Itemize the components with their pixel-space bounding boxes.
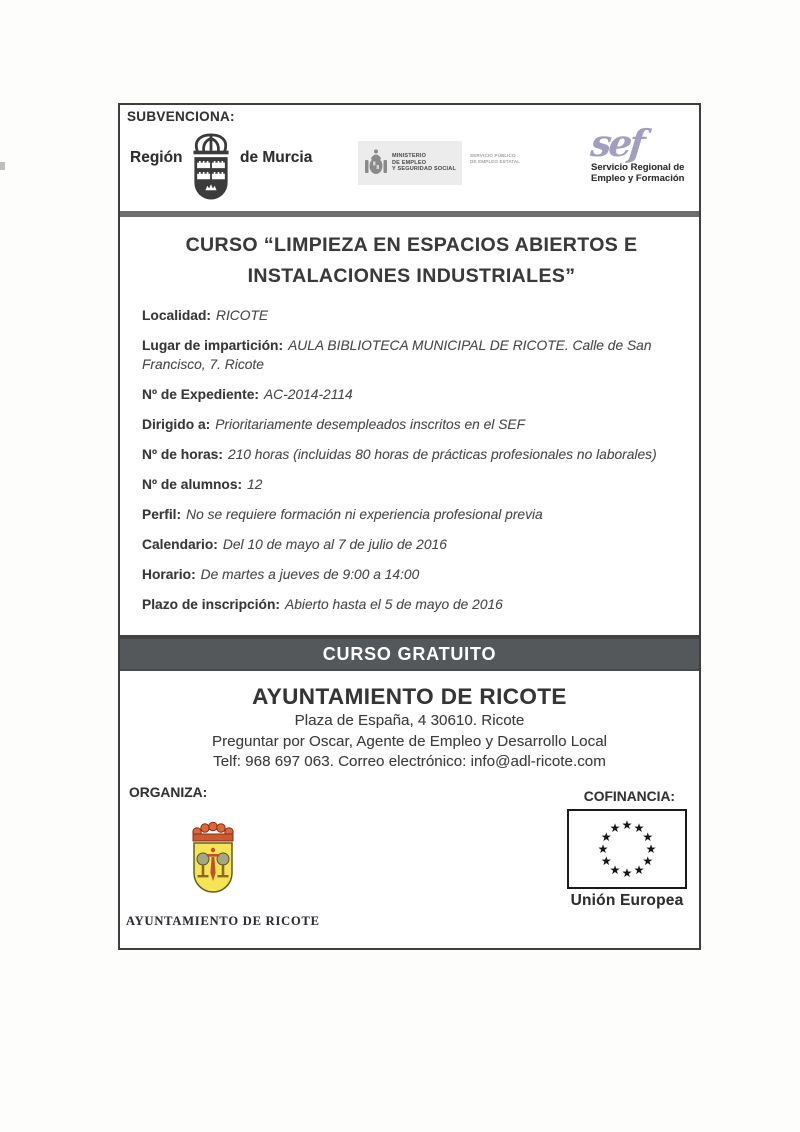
- course-title-line1: CURSO “LIMPIEZA EN ESPACIOS ABIERTOS E: [185, 234, 638, 256]
- ministerio-empleo-logo: [358, 141, 520, 185]
- field-label: Localidad:: [142, 308, 211, 323]
- field-label: Perfil:: [142, 507, 182, 522]
- svg-text:★: ★: [633, 821, 645, 836]
- field-value: AULA BIBLIOTECA MUNICIPAL DE RICOTE. Calle de San Francisco, 7. Ricote: [142, 338, 652, 372]
- ministerio-name-line3: Y SEGURIDAD SOCIAL: [392, 166, 457, 173]
- svg-text:★: ★: [597, 842, 609, 856]
- course-field-row: [142, 535, 681, 554]
- ministerio-name-line1: MINISTERIO: [392, 153, 427, 160]
- course-fields: [142, 306, 681, 614]
- sef-logo: [588, 121, 691, 184]
- field-label: Plazo de inscripción:: [142, 597, 280, 612]
- field-label: Nº de horas:: [142, 447, 223, 462]
- svg-text:★: ★: [621, 866, 633, 880]
- town-hall-name: AYUNTAMIENTO DE RICOTE: [252, 684, 567, 709]
- contact-person: Preguntar por Oscar, Agente de Empleo y Desarrollo Local: [211, 732, 608, 750]
- field-value: Del 10 de mayo al 7 de julio de 2016: [222, 537, 447, 552]
- contact-address: Plaza de España, 4 30610. Ricote: [294, 712, 525, 729]
- field-value: 210 horas (incluidas 80 horas de prácticas profesionales no laborales): [227, 447, 657, 462]
- free-course-banner-text: CURSO GRATUITO: [322, 643, 497, 664]
- funding-logos-section: [120, 105, 699, 211]
- svg-text:★: ★: [609, 821, 621, 836]
- svg-text:★: ★: [645, 842, 657, 856]
- murcia-logo-text-right: de Murcia: [240, 149, 313, 166]
- cofinancia-label: COFINANCIA:: [583, 789, 675, 804]
- course-title-line2: INSTALACIONES INDUSTRIALES”: [247, 265, 576, 287]
- field-value: 12: [247, 477, 263, 492]
- crest-caption: AYUNTAMIENTO DE RICOTE: [126, 914, 320, 928]
- course-field-row: [142, 385, 681, 404]
- course-field-row: [142, 306, 681, 325]
- field-value: No se requiere formación ni experiencia profesional previa: [186, 507, 543, 522]
- course-field-row: [142, 595, 681, 614]
- sepe-caption: [470, 153, 520, 164]
- course-field-row: [142, 445, 681, 464]
- sef-logo-mark: sef: [588, 121, 645, 165]
- eu-cofinance-block: [567, 809, 687, 910]
- contact-block: [120, 671, 699, 772]
- field-value: De martes a jueves de 9:00 a 14:00: [200, 567, 420, 582]
- field-label: Dirigido a:: [142, 417, 211, 432]
- ministerio-name-line2: DE EMPLEO: [392, 159, 427, 166]
- sepe-caption-line1: SERVICIO PÚBLICO: [470, 153, 516, 158]
- svg-text:★: ★: [600, 854, 612, 868]
- sepe-caption-line2: DE EMPLEO ESTATAL: [470, 158, 520, 164]
- region-de-murcia-logo: [130, 129, 320, 211]
- field-label: Nº de Expediente:: [142, 387, 259, 402]
- document-page: [118, 103, 701, 950]
- course-field-row: [142, 415, 681, 434]
- course-field-row: [142, 505, 681, 524]
- ministerio-logo-plate: [358, 141, 462, 185]
- eu-caption: Unión Europea: [570, 892, 684, 909]
- svg-text:★: ★: [642, 854, 654, 868]
- field-value: Prioritariamente desempleados inscritos en el SEF: [215, 417, 526, 432]
- field-value: Abierto hasta el 5 de mayo de 2016: [285, 597, 503, 612]
- sef-caption-line1: Servicio Regional de: [591, 162, 685, 173]
- sef-logo-caption: [591, 162, 691, 184]
- eu-flag-icon: [567, 809, 687, 889]
- field-label: Nº de alumnos:: [142, 477, 243, 492]
- scan-artifact-mark: [0, 162, 5, 170]
- course-field-row: [142, 336, 681, 374]
- ricote-coat-of-arms-icon: [182, 817, 244, 911]
- svg-text:★: ★: [642, 830, 654, 844]
- svg-text:★: ★: [621, 818, 633, 832]
- svg-text:★: ★: [600, 830, 612, 844]
- svg-text:★: ★: [633, 862, 645, 877]
- organiza-label: ORGANIZA:: [129, 785, 208, 800]
- field-label: Lugar de impartición:: [142, 338, 284, 353]
- field-value: AC-2014-2114: [263, 387, 353, 402]
- svg-text:★: ★: [609, 862, 621, 877]
- contact-phone-email: Telf: 968 697 063. Correo electrónico: info@adl-ricote.com: [213, 753, 606, 770]
- free-course-banner: [120, 635, 699, 671]
- murcia-crest-icon: [187, 129, 235, 211]
- field-label: Calendario:: [142, 537, 218, 552]
- field-label: Horario:: [142, 567, 196, 582]
- sef-caption-line2: Empleo y Formación: [591, 173, 685, 184]
- murcia-logo-text-left: Región: [130, 149, 183, 166]
- course-title: [142, 230, 681, 292]
- subvenciona-label: SUBVENCIONA:: [127, 109, 235, 124]
- contact-section: [120, 671, 699, 948]
- ministerio-name: [392, 153, 456, 173]
- course-details-section: [120, 217, 699, 635]
- spain-coat-of-arms-icon: [364, 148, 388, 178]
- field-value: RICOTE: [216, 308, 269, 323]
- course-field-row: [142, 475, 681, 494]
- course-field-row: [142, 565, 681, 584]
